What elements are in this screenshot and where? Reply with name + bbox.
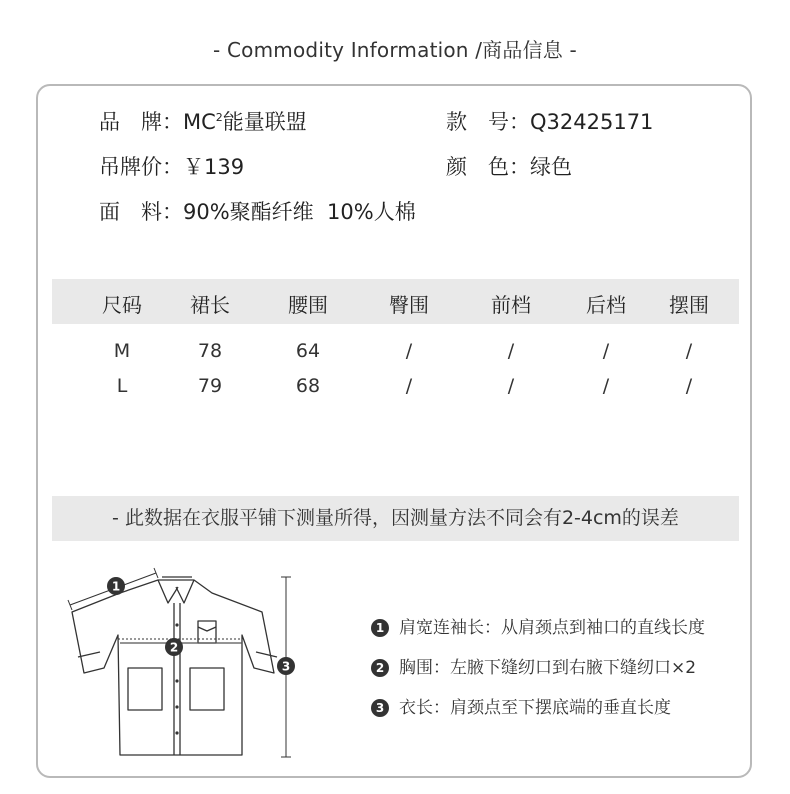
brand-row xyxy=(99,106,307,136)
table-cell: / xyxy=(602,340,610,362)
table-cell: 79 xyxy=(197,375,223,397)
table-cell: / xyxy=(602,375,610,397)
table-header-cell: 腰围 xyxy=(288,293,328,317)
table-cell: 68 xyxy=(295,375,321,397)
table-cell: / xyxy=(685,340,693,362)
style-number-value: Q32425171 xyxy=(530,110,654,134)
table-cell: M xyxy=(113,340,131,362)
brand-value: $MC^2$能量联盟 xyxy=(183,110,307,134)
table-cell: / xyxy=(685,375,693,397)
legend-item xyxy=(371,653,696,678)
table-cell: / xyxy=(405,375,413,397)
fabric-row xyxy=(99,196,416,226)
diagram-mark-1: 1 xyxy=(111,579,121,594)
measurement-note: - 此数据在衣服平铺下测量所得，因测量方法不同会有2-4cm的误差 xyxy=(52,496,739,541)
diagram-mark-2: 2 xyxy=(169,640,179,655)
table-cell: 78 xyxy=(197,340,223,362)
number-badge-icon: 3 xyxy=(371,699,389,717)
brand-label: 品 牌： xyxy=(99,110,183,134)
fabric-label: 面 料： xyxy=(99,200,183,224)
color-value: 绿色 xyxy=(530,155,572,179)
legend-item xyxy=(371,613,705,638)
price-row xyxy=(99,151,244,181)
table-cell: 64 xyxy=(295,340,321,362)
table-header-cell: 尺码 xyxy=(102,293,142,317)
table-header-cell: 后档 xyxy=(586,293,626,317)
color-row xyxy=(446,151,572,181)
garment-measurement-diagram xyxy=(60,565,310,784)
color-label: 颜 色： xyxy=(446,155,530,179)
number-badge-icon: 1 xyxy=(371,619,389,637)
table-cell: / xyxy=(507,375,515,397)
price-label: 吊牌价： xyxy=(99,155,183,179)
legend-item xyxy=(371,693,671,718)
table-header-cell: 摆围 xyxy=(669,293,709,317)
page-title: - Commodity Information /商品信息 - xyxy=(213,38,577,62)
table-header-cell: 前档 xyxy=(491,293,531,317)
number-badge-icon: 2 xyxy=(371,659,389,677)
table-cell: / xyxy=(405,340,413,362)
table-cell: L xyxy=(116,375,128,397)
legend-text: 肩宽连袖长：从肩颈点到袖口的直线长度 xyxy=(399,618,705,638)
shirt-dress-outline-icon xyxy=(60,565,310,780)
style-number-label: 款 号： xyxy=(446,110,530,134)
style-number-row xyxy=(446,106,653,136)
table-cell: / xyxy=(507,340,515,362)
legend-text: 衣长：肩颈点至下摆底端的垂直长度 xyxy=(399,698,671,718)
price-value: ￥139 xyxy=(183,155,245,179)
table-header-cell: 臀围 xyxy=(389,293,429,317)
diagram-mark-3: 3 xyxy=(281,659,291,674)
legend-text: 胸围：左腋下缝纫口到右腋下缝纫口×2 xyxy=(399,658,697,678)
table-header-cell: 裙长 xyxy=(190,293,230,317)
fabric-value: 90%聚酯纤维 10%人棉 xyxy=(183,200,416,224)
